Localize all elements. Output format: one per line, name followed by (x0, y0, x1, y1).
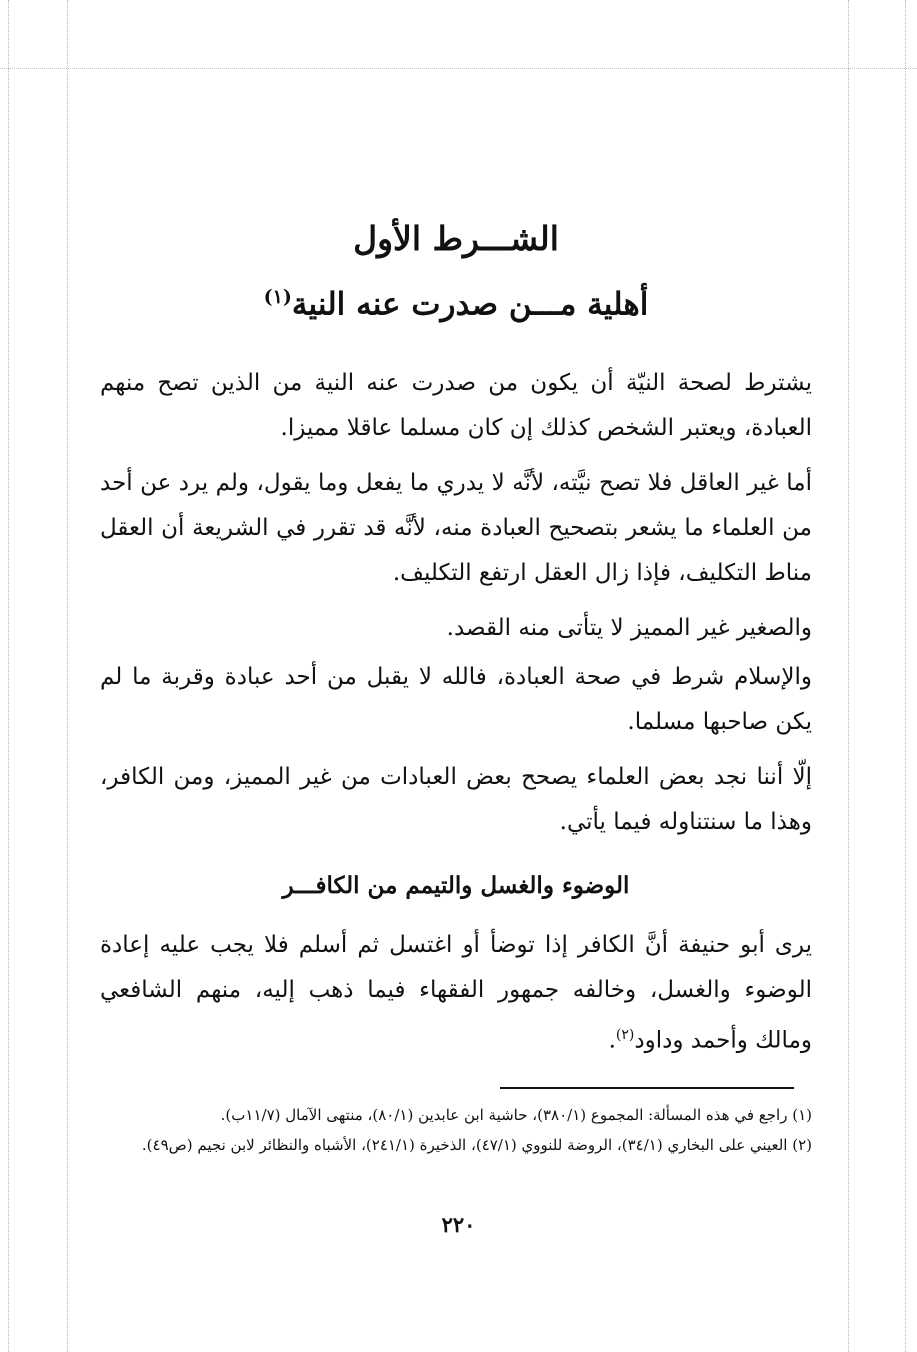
footnote: (١) راجع في هذه المسألة: المجموع (٣٨٠/١)، حاشية ابن عابدين (٨٠/١)، منتهى الآمال (١١/٧ب). (220, 1106, 812, 1124)
section-paragraph-text: يرى أبو حنيفة أنَّ الكافر إذا توضأ أو اغتسل ثم أسلم فلا يجب عليه إعادة الوضوء والغسل، وخالفه جمهور الفقهاء فيما ذهب إليه، منهم الشافعي ومالك وأحمد وداود (100, 932, 812, 1054)
main-text (100, 210, 812, 1074)
section-paragraph-end: . (608, 1027, 616, 1054)
scan-guide-line (905, 0, 906, 1352)
subtitle-text: أهلية مـــن صدرت عنه النية (291, 286, 649, 323)
footnote-divider (500, 1087, 794, 1089)
chapter-subtitle (100, 268, 812, 333)
footnotes (105, 1100, 812, 1160)
section-heading: الوضوء والغسل والتيمم من الكافـــر (282, 872, 630, 900)
scan-guide-line (0, 68, 917, 69)
paragraph: والإسلام شرط في صحة العبادة، فالله لا يقبل من أحد عبادة وقربة ما لم يكن صاحبها مسلما. (100, 664, 812, 736)
footnote-ref: (٢) (615, 1027, 635, 1044)
scan-guide-line (848, 0, 849, 1352)
paragraph: والصغير غير المميز لا يتأتى منه القصد. (446, 615, 812, 642)
chapter-title: الشـــرط الأول (353, 219, 559, 258)
footnote-ref: (١) (263, 286, 292, 308)
paragraph: أما غير العاقل فلا تصح نيَّته، لأنَّه لا يدري ما يفعل وما يقول، ولم يرد عن أحد من العلماء ما يشعر بتصحيح العبادة منه، لأنَّه قد تقرر في الشريعة أن العقل مناط التكليف، فإذا زال العقل ارتفع التكليف. (100, 470, 812, 587)
paragraph: إلّا أننا نجد بعض العلماء يصحح بعض العبادات من غير المميز، ومن الكافر، وهذا ما سنتناوله فيما يأتي. (100, 764, 812, 836)
scan-guide-line (8, 0, 9, 1352)
scan-guide-line (67, 0, 68, 1352)
paragraph: يشترط لصحة النيّة أن يكون من صدرت عنه النية من الذين تصح منهم العبادة، ويعتبر الشخص كذلك إن كان مسلما عاقلا مميزا. (100, 370, 812, 442)
footnote: (٢) العيني على البخاري (٣٤/١)، الروضة للنووي (٤٧/١)، الذخيرة (٢٤١/١)، الأشباه والنظائر لابن نجيم (ص٤٩). (141, 1136, 812, 1154)
page-number: ٢٢٠ (441, 1212, 476, 1237)
section-paragraph (100, 923, 812, 1064)
